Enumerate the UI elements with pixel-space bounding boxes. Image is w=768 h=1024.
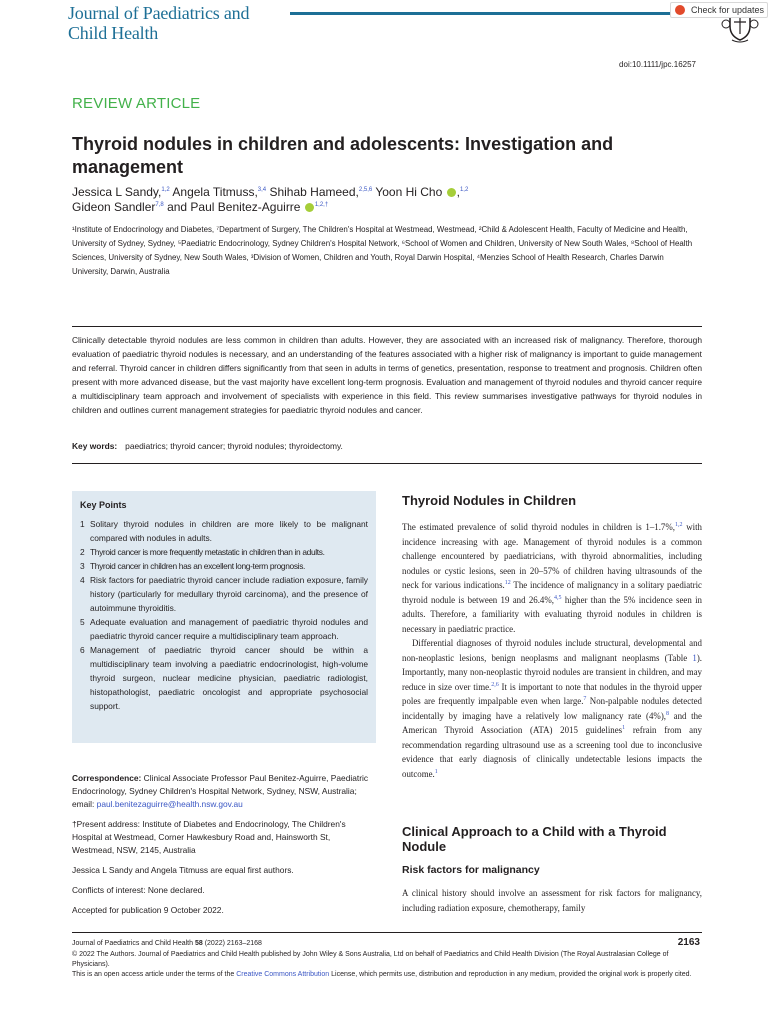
body-paragraph-1	[402, 520, 702, 636]
key-point-number: 1	[80, 519, 85, 529]
citation-link[interactable]: 8	[666, 710, 669, 717]
key-point-text: Adequate evaluation and management of paediatric thyroid nodules and paediatric thyroid cancer require a multidisciplinary team approach.	[90, 617, 368, 641]
author-name: Yoon Hi Cho	[372, 185, 446, 199]
subsection-heading-risk-factors: Risk factors for malignancy	[402, 864, 540, 876]
affiliation-marker[interactable]: 2,5,6	[358, 187, 373, 193]
orcid-icon[interactable]	[447, 188, 456, 197]
footer-pages: (2022) 2163–2168	[202, 940, 262, 947]
key-point-number: 4	[80, 575, 85, 585]
section-body-thyroid-nodules	[402, 520, 702, 781]
citation-link[interactable]: 12	[504, 580, 511, 587]
footer-license-post: License, which permits use, distribution and reproduction in any medium, provided the original work is properly cited.	[329, 971, 692, 978]
body-paragraph-2	[402, 636, 702, 781]
author-list	[72, 185, 692, 215]
abstract-top-rule	[72, 326, 702, 327]
author-name: and Paul Benitez-Aguirre	[163, 200, 304, 214]
affiliations: ¹Institute of Endocrinology and Diabetes, ⁷Department of Surgery, The Children's Hospital at Westmead, Westmead, ²Child & Adolescent Health, Faculty of Medicine and Health, University of Sydney, Sydney, ⁵Paediatric Endocrinology, Sydney Children's Hospital Network, ⁶School of Women and Children, University of New South Wales, ⁸School of Health Sciences, University of Sydney, New South Wales, ³Division of Women, Children and Youth, Royal Darwin Hospital, ⁴Menzies School of Health Research, Charles Darwin University, Darwin, Australia	[72, 225, 693, 276]
correspondence-text: Clinical Associate Professor Paul Benitez-Aguirre, Paediatric Endocrinology, Sydney Children's Hospital Network, Sydney, NSW, Australia; email:	[72, 773, 369, 809]
author-name: Angela Titmuss,	[169, 185, 258, 199]
key-point-number: 5	[80, 617, 85, 627]
footer-volume: 58	[194, 940, 203, 947]
body-text: Differential diagnoses of thyroid nodules include structural, developmental and non-neoplastic lesions, benign neoplasms and malignant neoplasms (Table	[402, 638, 702, 663]
key-point-item	[80, 615, 368, 643]
key-points-title: Key Points	[80, 500, 127, 510]
keywords	[72, 441, 702, 451]
section-heading-clinical-approach: Clinical Approach to a Child with a Thyroid Nodule	[402, 824, 667, 854]
correspondence-email-link[interactable]: paul.benitezaguirre@health.nsw.gov.au	[96, 799, 243, 809]
journal-title	[68, 3, 249, 43]
body-text: The incidence of malignancy in a solitary paediatric thyroid nodule is between 19 and 26.4%,	[402, 580, 702, 605]
affiliation-marker[interactable]: 7,8	[155, 202, 164, 208]
journal-title-line2: Child Health	[68, 23, 159, 43]
citation-link[interactable]: 1	[622, 725, 626, 732]
author-name: Gideon Sandler	[72, 200, 156, 214]
check-for-updates-label: Check for updates	[691, 5, 765, 15]
article-title: Thyroid nodules in children and adolescents: Investigation and management	[72, 134, 614, 177]
abstract: Clinically detectable thyroid nodules are less common in children than adults. However, they are associated with an increased risk of malignancy. Therefore, thorough evaluation of paediatric thyroid nodules is necessary, and an understanding of the features associated with a higher risk of malignancy is important to guide management and referral. Thyroid cancer in children differs significantly from that seen in adults in terms of genetics, presentation, response to treatment and prognosis. Children often present with more advanced disease, but the vast majority have excellent long-term prognosis. Evaluation and management of thyroid nodules and thyroid cancer require a multidisciplinary team approach and involvement of specialists with experience in this field. This review summarises investigative pathways for thyroid nodules in children and outlines current management strategies for paediatric thyroid nodules and cancer.	[72, 335, 702, 415]
key-points-list	[80, 517, 368, 713]
present-address: †Present address: Institute of Diabetes and Endocrinology, The Children's Hospital at Westmead, Corner Hawkesbury Road and, Hainsworth St, Westmead, NSW, 2145, Australia	[72, 819, 346, 855]
affiliation-marker[interactable]: 1,2	[161, 187, 170, 193]
footer-journal-citation	[72, 940, 262, 947]
key-point-number: 3	[80, 561, 85, 571]
body-text: refrain from any recommendation regarding ultrasound use as a screening tool due to inconclusive evidence that early diagnosis of clinically undetectable lesions impacts the outcome.	[402, 725, 702, 779]
key-point-text: Risk factors for paediatric thyroid cancer include radiation exposure, family history (particularly for medullary thyroid carcinoma), and the presence of autoimmune thyroiditis.	[90, 575, 368, 613]
accepted-note: Accepted for publication 9 October 2022.	[72, 905, 224, 915]
author-name: Shihab Hameed,	[266, 185, 359, 199]
key-point-number: 6	[80, 645, 85, 655]
body-text: ). Importantly, many non-neoplastic thyroid nodules are transient in children, and may reduce in size over time.	[402, 652, 702, 692]
body-text: Non-palpable nodules detected incidentally by imaging have a relatively low malignancy rate (4%),	[402, 696, 702, 721]
key-point-item	[80, 559, 368, 573]
abstract-bottom-rule	[72, 463, 702, 464]
key-points-box	[72, 491, 376, 743]
keywords-value: paediatrics; thyroid cancer; thyroid nodules; thyroidectomy.	[125, 441, 343, 451]
key-point-text: Solitary thyroid nodules in children are more likely to be malignant compared with nodules in adults.	[90, 519, 368, 543]
key-point-text: Management of paediatric thyroid cancer should be within a multidisciplinary team involving a paediatric endocrinologist, high-volume thyroid surgeon, nuclear medicine physician, paediatric radiologist, histopathologist, paediatric oncologist and appropriate psychosocial support.	[90, 645, 368, 711]
journal-title-line1: Journal of Paediatrics and	[68, 3, 250, 23]
footer-license	[72, 970, 702, 980]
affiliation-marker[interactable]: 1,2,†	[314, 202, 329, 208]
correspondence	[72, 772, 372, 811]
key-point-item	[80, 517, 368, 545]
orcid-icon[interactable]	[305, 203, 314, 212]
equal-authors-note: Jessica L Sandy and Angela Titmuss are equal first authors.	[72, 865, 294, 875]
section-heading-thyroid-nodules: Thyroid Nodules in Children	[402, 493, 577, 508]
footer-journal-name: Journal of Paediatrics and Child Health	[72, 940, 195, 947]
footer-copyright: © 2022 The Authors. Journal of Paediatrics and Child Health published by John Wiley & Sons Australia, Ltd on behalf of Paediatrics and Child Health Division (The Royal Australasian College of Physicians).	[72, 951, 669, 968]
author-name: Jessica L Sandy,	[72, 185, 162, 199]
key-point-text: Thyroid cancer in children has an excellent long-term prognosis.	[90, 561, 306, 571]
body-text: with incidence increasing with age. Management of thyroid nodules is a common challenge encountered by paediatricians, with thyroid abnormalities, including nodules or cystic lesions, seen in 20–57% of children having ultrasounds of the neck for various indications.	[402, 522, 702, 590]
conflicts-note: Conflicts of interest: None declared.	[72, 885, 205, 895]
citation-link[interactable]: 7	[583, 696, 587, 703]
page-number: 2163	[677, 937, 700, 948]
citation-link[interactable]: 1	[434, 768, 438, 775]
body-text: It is important to note that nodules in the thyroid upper poles are frequently impalpable even when large.	[402, 681, 702, 706]
keywords-label: Key words:	[72, 441, 118, 451]
doi[interactable]: doi:10.1111/jpc.16257	[619, 60, 696, 69]
key-point-item	[80, 643, 368, 713]
body-text: and the American Thyroid Association (ATA) 2015 guidelines	[402, 710, 702, 735]
citation-link[interactable]: 4,5	[554, 594, 562, 601]
affiliation-marker[interactable]: 3,4	[257, 187, 267, 193]
body-text: The estimated prevalence of solid thyroid nodules in children is 1–1.7%,	[402, 522, 675, 532]
table-link[interactable]: 1	[692, 652, 697, 663]
citation-link[interactable]: 1,2	[674, 522, 683, 529]
check-for-updates-button[interactable]	[670, 2, 768, 18]
article-type: REVIEW ARTICLE	[72, 95, 201, 112]
section-body-risk-factors: A clinical history should involve an assessment for risk factors for malignancy, including radiation exposure, chemotherapy, family	[402, 888, 702, 913]
journal-header	[68, 0, 700, 48]
footer-rule	[72, 932, 702, 933]
key-point-text: Thyroid cancer is more frequently metastatic in children than in adults.	[90, 547, 325, 557]
correspondence-label: Correspondence:	[72, 773, 142, 783]
key-point-item	[80, 545, 368, 559]
crossmark-icon	[675, 5, 685, 15]
citation-link[interactable]: 2,6	[491, 681, 499, 688]
header-rule	[290, 12, 718, 15]
body-text: higher than the 5% incidence seen in adults. Therefore, a familiarity with evaluating thyroid nodules in children is necessary in paediatric practice.	[402, 594, 702, 634]
key-point-number: 2	[80, 547, 85, 557]
author-separator: ,	[456, 185, 460, 199]
creative-commons-link[interactable]: Creative Commons Attribution	[236, 971, 330, 978]
footer-license-pre: This is an open access article under the terms of the	[72, 971, 237, 978]
key-point-item	[80, 573, 368, 615]
affiliation-marker[interactable]: 1,2	[459, 187, 469, 193]
